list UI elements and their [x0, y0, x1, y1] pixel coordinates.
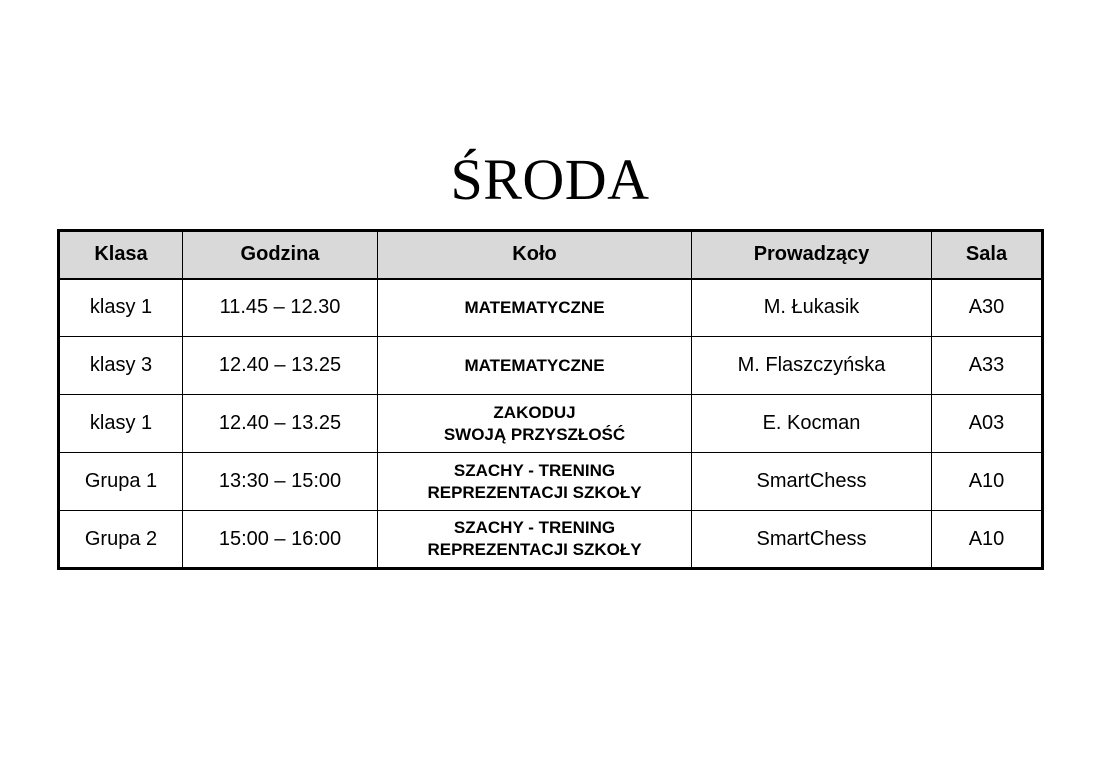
cell-godzina: 13:30 – 15:00 [183, 453, 378, 511]
kolo-line-1: ZAKODUJ [493, 402, 576, 422]
kolo-line-1: MATEMATYCZNE [464, 297, 605, 317]
header-godzina: Godzina [183, 231, 378, 279]
cell-klasa: Grupa 1 [59, 453, 183, 511]
cell-klasa: Grupa 2 [59, 511, 183, 569]
cell-kolo [378, 337, 692, 395]
cell-sala: A10 [932, 453, 1043, 511]
page-title: ŚRODA [450, 147, 650, 212]
cell-godzina: 15:00 – 16:00 [183, 511, 378, 569]
cell-kolo [378, 395, 692, 453]
cell-prowadzacy: SmartChess [692, 511, 932, 569]
cell-sala: A30 [932, 279, 1043, 337]
cell-prowadzacy: E. Kocman [692, 395, 932, 453]
header-klasa: Klasa [59, 231, 183, 279]
schedule-table [57, 229, 1044, 570]
header-kolo: Koło [378, 231, 692, 279]
kolo-line-1: MATEMATYCZNE [464, 355, 605, 375]
kolo-line-2: SWOJĄ PRZYSZŁOŚĆ [443, 424, 626, 444]
kolo-line-1: SZACHY - TRENING [453, 460, 616, 480]
table-row [59, 395, 1043, 453]
cell-godzina: 12.40 – 13.25 [183, 337, 378, 395]
cell-kolo [378, 453, 692, 511]
header-prowadzacy: Prowadzący [692, 231, 932, 279]
cell-klasa: klasy 1 [59, 395, 183, 453]
table-row [59, 453, 1043, 511]
cell-godzina: 12.40 – 13.25 [183, 395, 378, 453]
cell-kolo [378, 279, 692, 337]
table-row [59, 511, 1043, 569]
cell-kolo [378, 511, 692, 569]
cell-prowadzacy: M. Flaszczyńska [692, 337, 932, 395]
cell-sala: A33 [932, 337, 1043, 395]
header-row [59, 231, 1043, 279]
kolo-line-1: SZACHY - TRENING [453, 518, 616, 537]
header-sala: Sala [932, 231, 1043, 279]
cell-prowadzacy: M. Łukasik [692, 279, 932, 337]
cell-godzina: 11.45 – 12.30 [183, 279, 378, 337]
table-header [59, 231, 1043, 279]
cell-sala: A03 [932, 395, 1043, 453]
kolo-line-2: REPREZENTACJI SZKOŁY [427, 540, 642, 559]
cell-klasa: klasy 1 [59, 279, 183, 337]
kolo-line-2: REPREZENTACJI SZKOŁY [427, 482, 642, 502]
cell-sala: A10 [932, 511, 1043, 569]
cell-klasa: klasy 3 [59, 337, 183, 395]
table-row [59, 279, 1043, 337]
cell-prowadzacy: SmartChess [692, 453, 932, 511]
table-row [59, 337, 1043, 395]
table-body [59, 279, 1043, 569]
